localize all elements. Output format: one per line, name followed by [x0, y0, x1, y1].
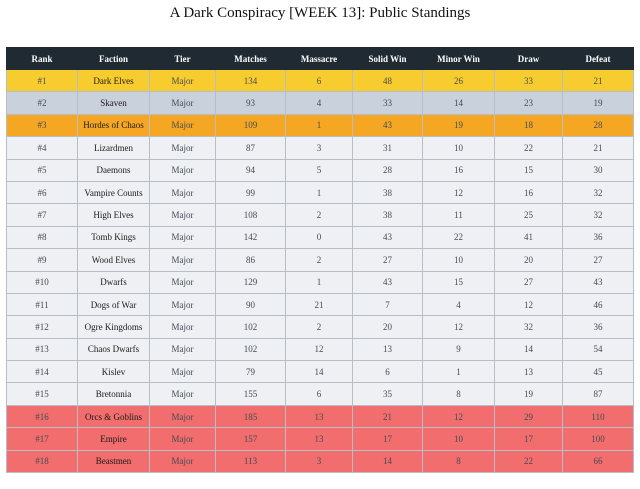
cell-solid-win: 7	[353, 293, 423, 315]
cell-solid-win: 43	[353, 271, 423, 293]
table-row	[7, 204, 634, 226]
table-row	[7, 316, 634, 338]
cell-solid-win: 21	[353, 405, 423, 427]
column-header-solid-win: Solid Win	[353, 48, 423, 70]
column-header-faction: Faction	[78, 48, 150, 70]
cell-minor-win: 12	[423, 181, 495, 203]
cell-solid-win: 35	[353, 383, 423, 405]
cell-faction: Beastmen	[78, 450, 150, 472]
cell-draw: 15	[495, 159, 563, 181]
cell-draw: 23	[495, 92, 563, 114]
cell-minor-win: 8	[423, 383, 495, 405]
cell-draw: 13	[495, 361, 563, 383]
cell-matches: 129	[216, 271, 286, 293]
cell-solid-win: 43	[353, 114, 423, 136]
cell-matches: 79	[216, 361, 286, 383]
cell-tier: Major	[150, 70, 216, 92]
cell-matches: 109	[216, 114, 286, 136]
cell-solid-win: 14	[353, 450, 423, 472]
cell-faction: Dark Elves	[78, 70, 150, 92]
cell-minor-win: 11	[423, 204, 495, 226]
table-row	[7, 293, 634, 315]
cell-solid-win: 31	[353, 137, 423, 159]
table-row	[7, 226, 634, 248]
cell-faction: Lizardmen	[78, 137, 150, 159]
cell-rank: #9	[7, 249, 78, 271]
cell-massacre: 4	[286, 92, 353, 114]
cell-minor-win: 26	[423, 70, 495, 92]
page-title: A Dark Conspiracy [WEEK 13]: Public Standings	[169, 5, 471, 21]
cell-defeat: 87	[563, 383, 634, 405]
cell-draw: 32	[495, 316, 563, 338]
table-row	[7, 137, 634, 159]
column-header-matches: Matches	[216, 48, 286, 70]
cell-faction: Kislev	[78, 361, 150, 383]
cell-defeat: 19	[563, 92, 634, 114]
cell-defeat: 36	[563, 316, 634, 338]
cell-defeat: 27	[563, 249, 634, 271]
cell-matches: 102	[216, 338, 286, 360]
cell-faction: Ogre Kingdoms	[78, 316, 150, 338]
cell-matches: 90	[216, 293, 286, 315]
cell-massacre: 13	[286, 405, 353, 427]
cell-minor-win: 14	[423, 92, 495, 114]
cell-solid-win: 48	[353, 70, 423, 92]
cell-matches: 99	[216, 181, 286, 203]
cell-massacre: 13	[286, 428, 353, 450]
cell-defeat: 100	[563, 428, 634, 450]
table-row	[7, 181, 634, 203]
cell-matches: 113	[216, 450, 286, 472]
cell-defeat: 45	[563, 361, 634, 383]
cell-minor-win: 4	[423, 293, 495, 315]
cell-faction: Skaven	[78, 92, 150, 114]
cell-faction: Daemons	[78, 159, 150, 181]
cell-rank: #15	[7, 383, 78, 405]
cell-draw: 20	[495, 249, 563, 271]
cell-draw: 14	[495, 338, 563, 360]
cell-massacre: 6	[286, 383, 353, 405]
cell-minor-win: 10	[423, 137, 495, 159]
column-header-draw: Draw	[495, 48, 563, 70]
cell-solid-win: 6	[353, 361, 423, 383]
cell-tier: Major	[150, 293, 216, 315]
cell-tier: Major	[150, 159, 216, 181]
cell-tier: Major	[150, 428, 216, 450]
cell-faction: Chaos Dwarfs	[78, 338, 150, 360]
cell-matches: 93	[216, 92, 286, 114]
cell-rank: #3	[7, 114, 78, 136]
cell-tier: Major	[150, 114, 216, 136]
cell-minor-win: 9	[423, 338, 495, 360]
cell-draw: 29	[495, 405, 563, 427]
cell-solid-win: 27	[353, 249, 423, 271]
column-header-massacre: Massacre	[286, 48, 353, 70]
cell-rank: #14	[7, 361, 78, 383]
cell-massacre: 14	[286, 361, 353, 383]
cell-defeat: 32	[563, 181, 634, 203]
cell-faction: Tomb Kings	[78, 226, 150, 248]
cell-faction: Bretonnia	[78, 383, 150, 405]
cell-faction: Vampire Counts	[78, 181, 150, 203]
cell-tier: Major	[150, 137, 216, 159]
cell-tier: Major	[150, 316, 216, 338]
cell-rank: #10	[7, 271, 78, 293]
cell-minor-win: 22	[423, 226, 495, 248]
cell-rank: #16	[7, 405, 78, 427]
cell-massacre: 5	[286, 159, 353, 181]
table-row	[7, 338, 634, 360]
cell-solid-win: 38	[353, 181, 423, 203]
cell-massacre: 0	[286, 226, 353, 248]
cell-tier: Major	[150, 338, 216, 360]
cell-rank: #17	[7, 428, 78, 450]
cell-tier: Major	[150, 181, 216, 203]
cell-rank: #13	[7, 338, 78, 360]
cell-matches: 142	[216, 226, 286, 248]
cell-matches: 108	[216, 204, 286, 226]
cell-rank: #5	[7, 159, 78, 181]
table-row	[7, 114, 634, 136]
cell-defeat: 43	[563, 271, 634, 293]
cell-draw: 12	[495, 293, 563, 315]
cell-tier: Major	[150, 450, 216, 472]
cell-massacre: 1	[286, 271, 353, 293]
cell-minor-win: 10	[423, 428, 495, 450]
table-row	[7, 92, 634, 114]
cell-faction: Empire	[78, 428, 150, 450]
cell-massacre: 1	[286, 114, 353, 136]
column-header-tier: Tier	[150, 48, 216, 70]
cell-defeat: 21	[563, 137, 634, 159]
cell-minor-win: 15	[423, 271, 495, 293]
cell-minor-win: 1	[423, 361, 495, 383]
cell-rank: #1	[7, 70, 78, 92]
cell-tier: Major	[150, 405, 216, 427]
cell-matches: 87	[216, 137, 286, 159]
cell-draw: 33	[495, 70, 563, 92]
cell-solid-win: 38	[353, 204, 423, 226]
cell-matches: 157	[216, 428, 286, 450]
cell-draw: 22	[495, 450, 563, 472]
cell-matches: 185	[216, 405, 286, 427]
cell-massacre: 6	[286, 70, 353, 92]
cell-massacre: 21	[286, 293, 353, 315]
cell-draw: 22	[495, 137, 563, 159]
cell-tier: Major	[150, 271, 216, 293]
cell-draw: 41	[495, 226, 563, 248]
cell-minor-win: 16	[423, 159, 495, 181]
cell-massacre: 12	[286, 338, 353, 360]
cell-draw: 25	[495, 204, 563, 226]
table-row	[7, 361, 634, 383]
cell-faction: Hordes of Chaos	[78, 114, 150, 136]
cell-defeat: 110	[563, 405, 634, 427]
column-header-rank: Rank	[7, 48, 78, 70]
cell-minor-win: 8	[423, 450, 495, 472]
table-row	[7, 159, 634, 181]
cell-tier: Major	[150, 204, 216, 226]
cell-rank: #4	[7, 137, 78, 159]
cell-solid-win: 20	[353, 316, 423, 338]
cell-draw: 16	[495, 181, 563, 203]
cell-rank: #12	[7, 316, 78, 338]
cell-massacre: 3	[286, 137, 353, 159]
cell-matches: 102	[216, 316, 286, 338]
cell-rank: #2	[7, 92, 78, 114]
cell-matches: 155	[216, 383, 286, 405]
cell-tier: Major	[150, 383, 216, 405]
cell-rank: #11	[7, 293, 78, 315]
cell-draw: 19	[495, 383, 563, 405]
cell-matches: 86	[216, 249, 286, 271]
table-row	[7, 450, 634, 472]
table-row	[7, 70, 634, 92]
cell-matches: 94	[216, 159, 286, 181]
cell-faction: High Elves	[78, 204, 150, 226]
table-row	[7, 405, 634, 427]
cell-rank: #8	[7, 226, 78, 248]
table-row	[7, 383, 634, 405]
cell-tier: Major	[150, 226, 216, 248]
table-header-row	[7, 48, 634, 70]
cell-defeat: 36	[563, 226, 634, 248]
cell-massacre: 2	[286, 316, 353, 338]
table-row	[7, 249, 634, 271]
cell-faction: Wood Elves	[78, 249, 150, 271]
cell-matches: 134	[216, 70, 286, 92]
cell-defeat: 66	[563, 450, 634, 472]
cell-solid-win: 13	[353, 338, 423, 360]
cell-massacre: 1	[286, 181, 353, 203]
cell-rank: #6	[7, 181, 78, 203]
cell-solid-win: 28	[353, 159, 423, 181]
column-header-defeat: Defeat	[563, 48, 634, 70]
cell-tier: Major	[150, 92, 216, 114]
table-row	[7, 271, 634, 293]
cell-solid-win: 43	[353, 226, 423, 248]
cell-rank: #7	[7, 204, 78, 226]
cell-minor-win: 19	[423, 114, 495, 136]
cell-tier: Major	[150, 249, 216, 271]
cell-draw: 18	[495, 114, 563, 136]
cell-faction: Orcs & Goblins	[78, 405, 150, 427]
cell-defeat: 32	[563, 204, 634, 226]
cell-solid-win: 17	[353, 428, 423, 450]
cell-defeat: 54	[563, 338, 634, 360]
cell-draw: 27	[495, 271, 563, 293]
cell-tier: Major	[150, 361, 216, 383]
cell-solid-win: 33	[353, 92, 423, 114]
cell-minor-win: 12	[423, 316, 495, 338]
standings-table	[6, 47, 634, 473]
cell-defeat: 28	[563, 114, 634, 136]
cell-defeat: 46	[563, 293, 634, 315]
cell-defeat: 21	[563, 70, 634, 92]
cell-faction: Dwarfs	[78, 271, 150, 293]
cell-minor-win: 12	[423, 405, 495, 427]
cell-faction: Dogs of War	[78, 293, 150, 315]
cell-rank: #18	[7, 450, 78, 472]
cell-massacre: 2	[286, 249, 353, 271]
table-row	[7, 428, 634, 450]
cell-draw: 17	[495, 428, 563, 450]
cell-massacre: 2	[286, 204, 353, 226]
cell-defeat: 30	[563, 159, 634, 181]
cell-massacre: 3	[286, 450, 353, 472]
cell-minor-win: 10	[423, 249, 495, 271]
column-header-minor-win: Minor Win	[423, 48, 495, 70]
